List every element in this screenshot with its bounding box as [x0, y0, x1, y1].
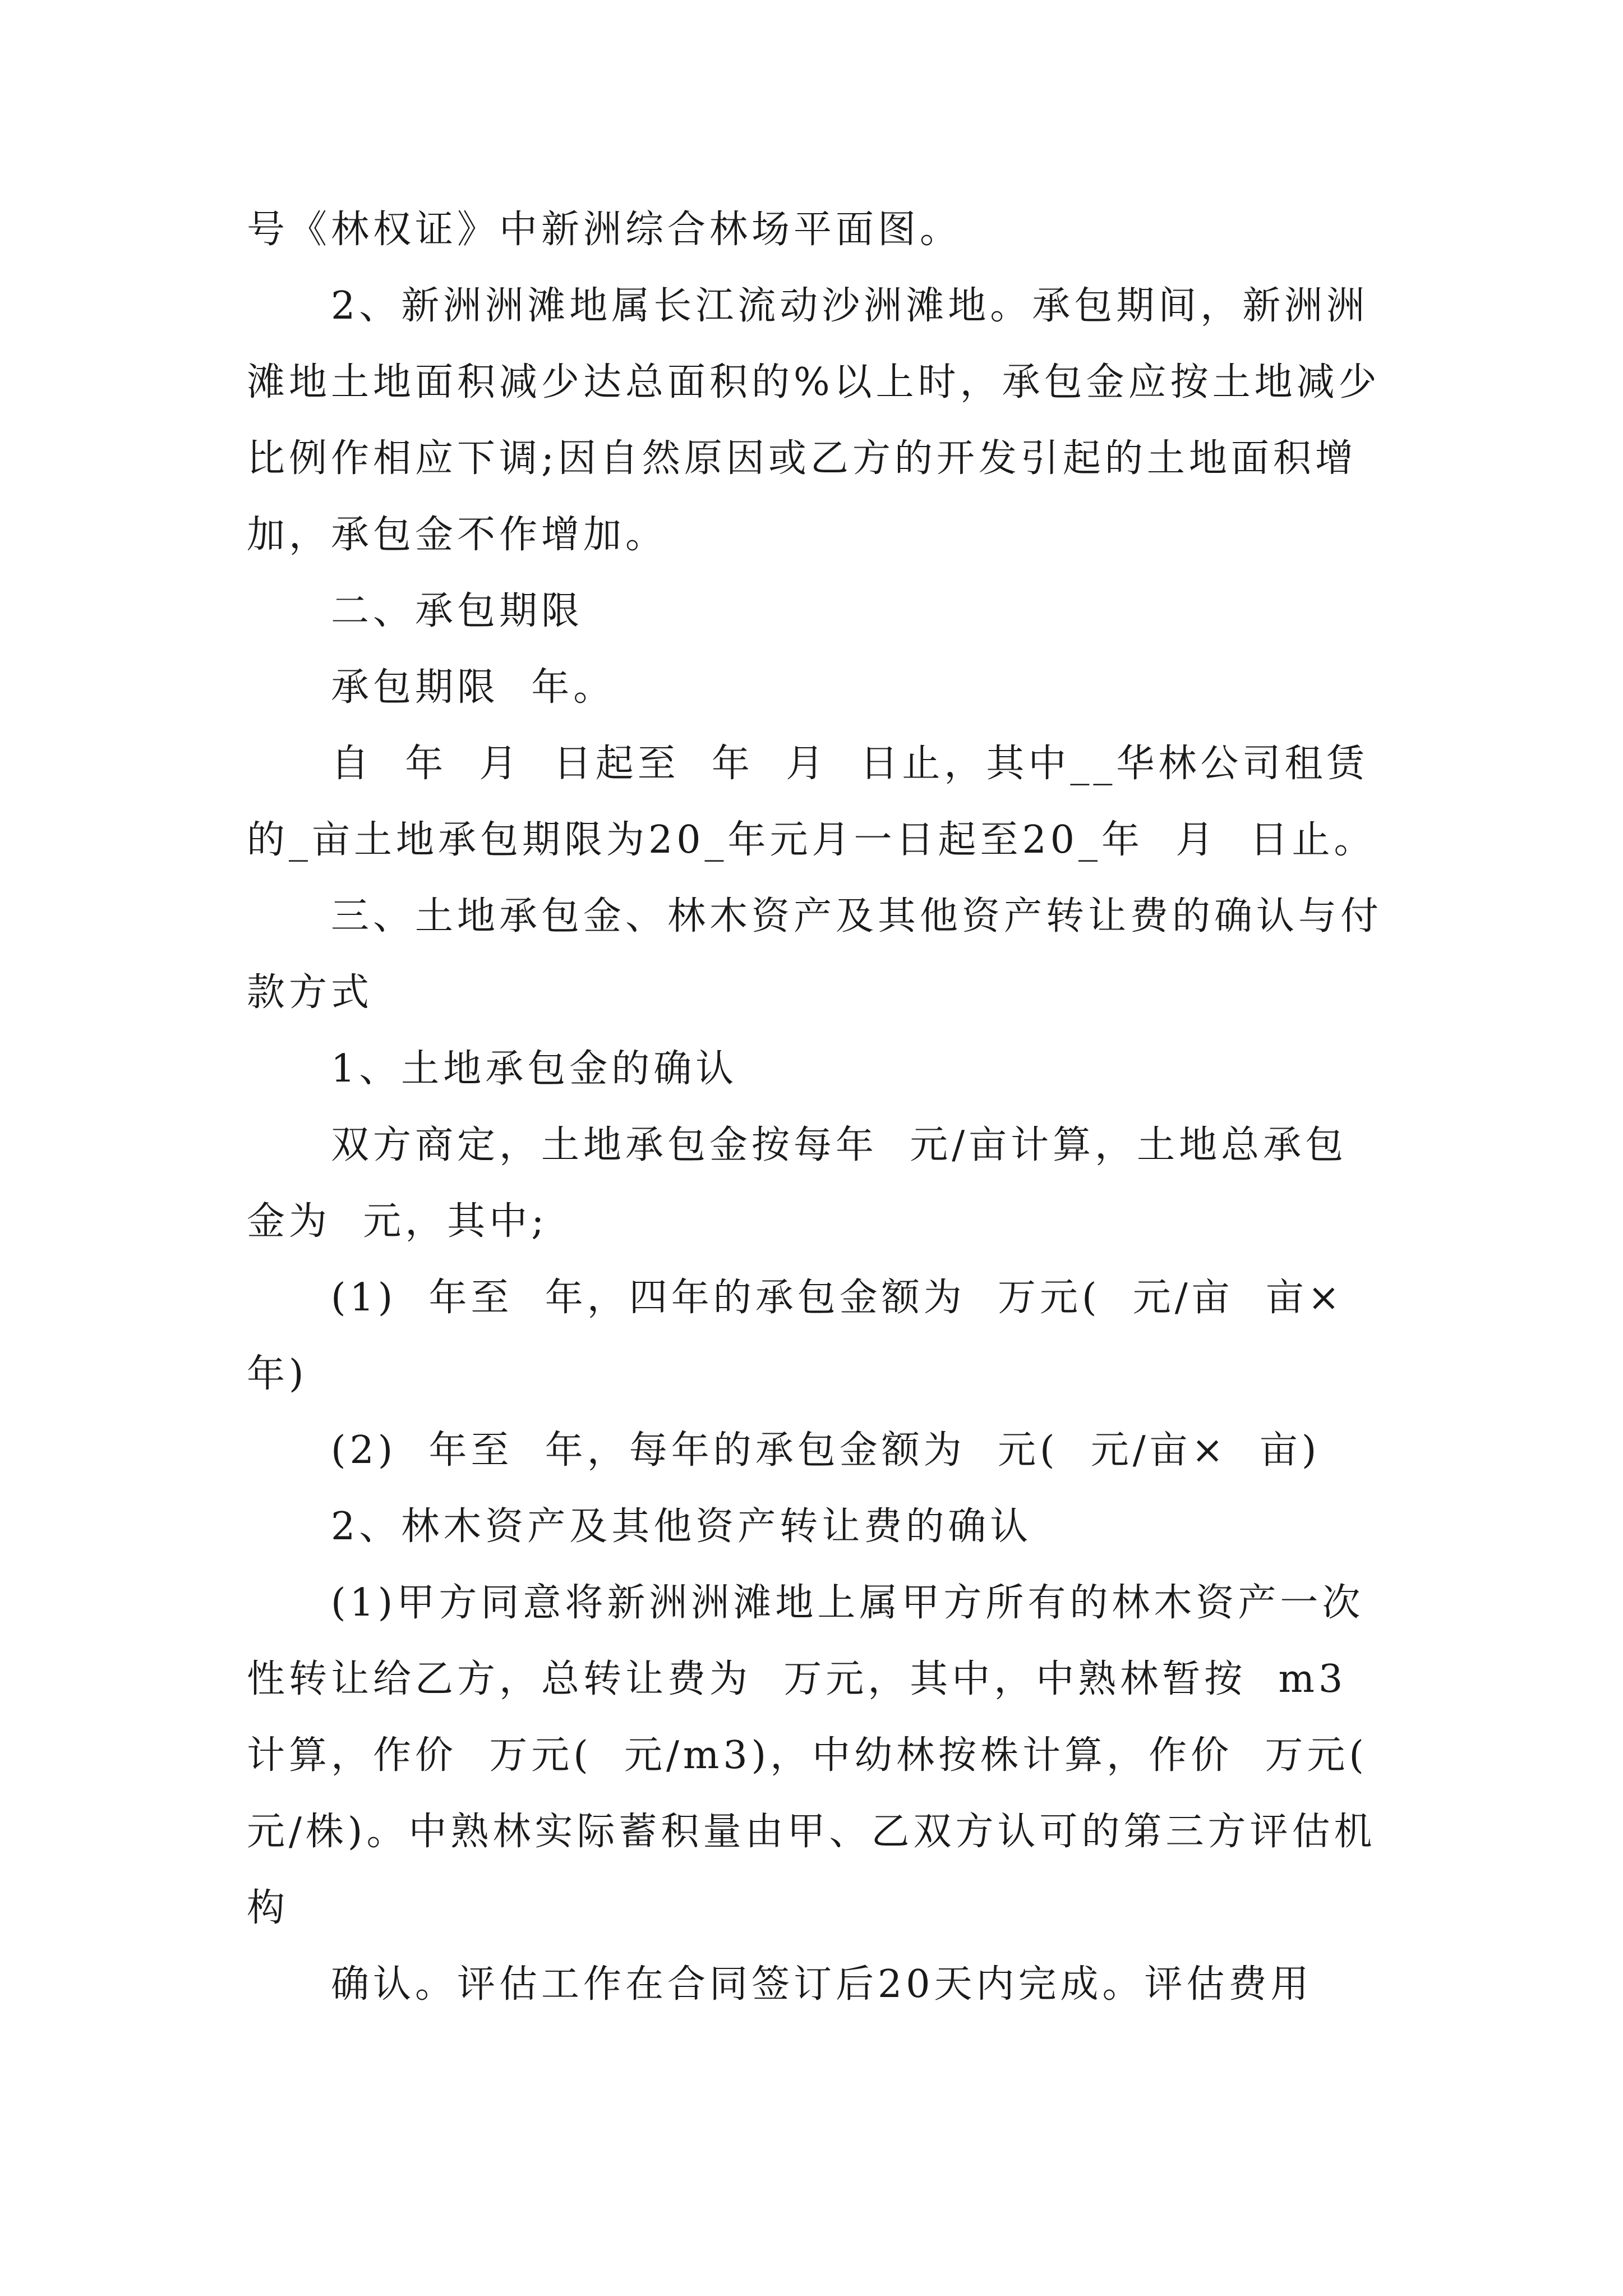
paragraph: 承包期限 年。	[331, 665, 616, 710]
list-item: (2) 年至 年，每年的承包金额为 元( 元/亩× 亩)	[331, 1428, 1321, 1473]
paragraph: 确认。评估工作在合同签订后20天内完成。评估费用	[331, 1962, 1313, 2007]
section-heading: 二、承包期限	[331, 589, 584, 633]
list-item: (1)甲方同意将新洲洲滩地上属甲方所有的林木资产一次性转让给乙方，总转让费为 万元，其中，中熟林暂按 m3计算，作价 万元( 元/m3)，中幼林按株计算，作价 万元( 元/株)。中熟林实际蓄积量由甲、乙双方认可的第三方评估机构	[247, 1581, 1400, 1930]
subsection-heading: 1、土地承包金的确认	[331, 1047, 738, 1091]
paragraph: 2、新洲洲滩地属长江流动沙洲滩地。承包期间，新洲洲滩地土地面积减少达总面积的%以上时，承包金应按土地减少比例作相应下调;因自然原因或乙方的开发引起的土地面积增加，承包金不作增加。	[247, 284, 1381, 557]
list-item: (1) 年至 年，四年的承包金额为 万元( 元/亩 亩×年)	[247, 1276, 1344, 1396]
section-heading: 三、土地承包金、林木资产及其他资产转让费的确认与付款方式	[247, 894, 1383, 1015]
paragraph: 号《林权证》中新洲综合林场平面图。	[247, 208, 962, 252]
paragraph: 双方商定，土地承包金按每年 元/亩计算，土地总承包金为 元，其中;	[247, 1123, 1348, 1244]
paragraph: 自 年 月 日起至 年 月 日止，其中__华林公司租赁的_亩土地承包期限为20_年元月一日起至20_年 月 日止。	[247, 742, 1376, 862]
document-body	[247, 192, 1400, 2023]
subsection-heading: 2、林木资产及其他资产转让费的确认	[331, 1504, 1032, 1549]
